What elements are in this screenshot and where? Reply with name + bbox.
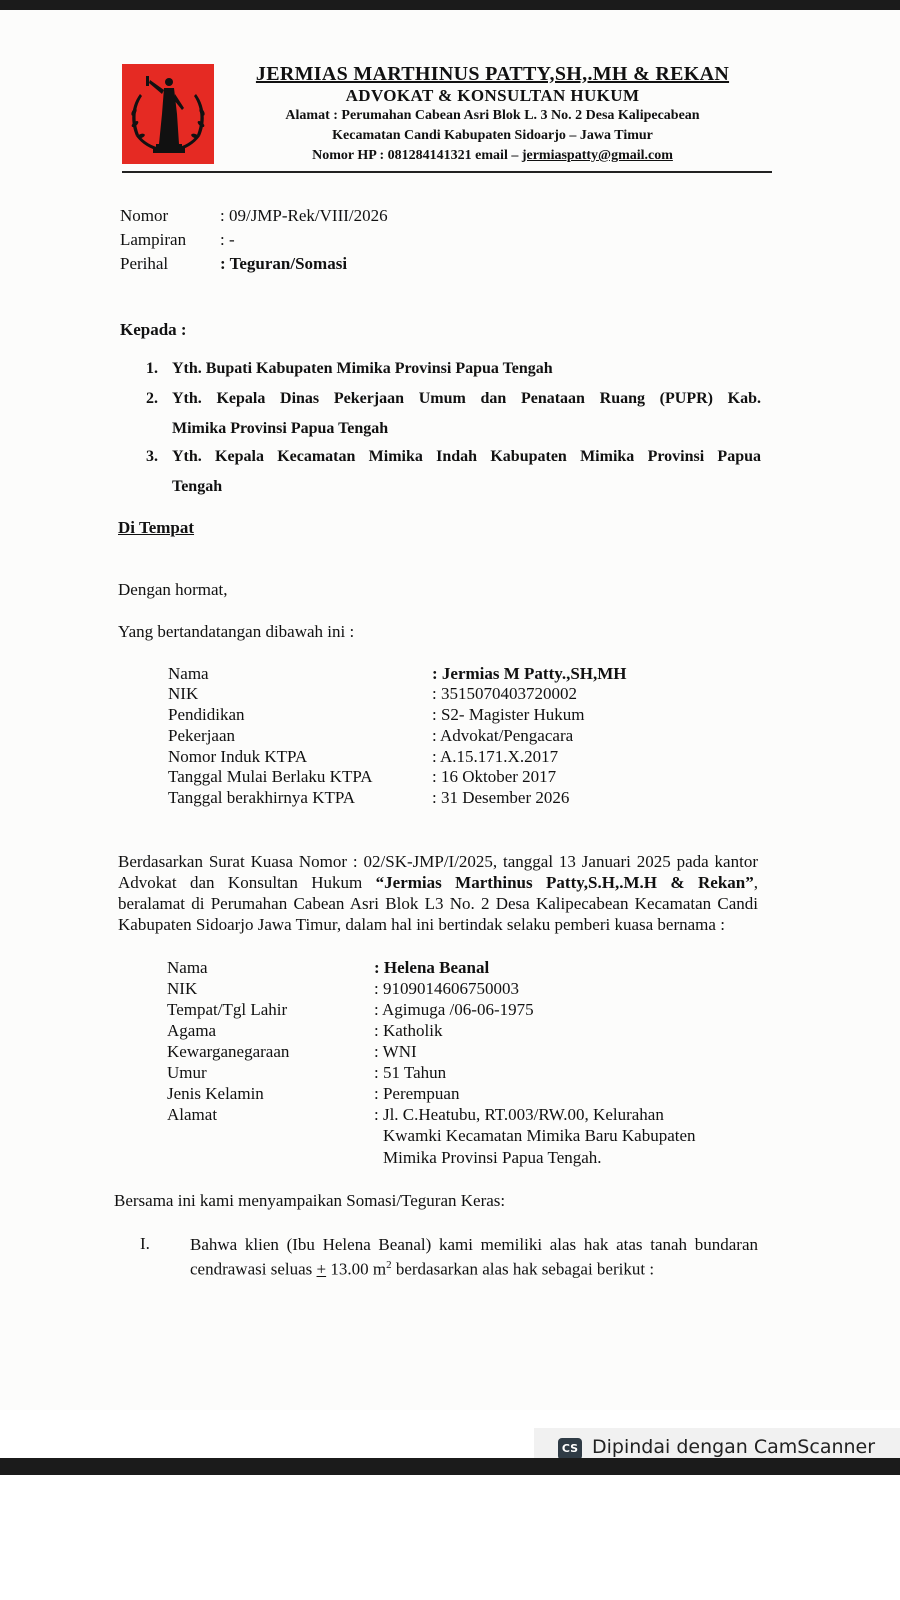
client-label: NIK [167, 979, 198, 998]
top-frame-bar [0, 0, 900, 10]
signer-value: : A.15.171.X.2017 [432, 747, 559, 766]
di-tempat: Di Tempat [118, 518, 195, 537]
camscanner-icon: CS [558, 1438, 582, 1460]
power-of-attorney-paragraph: Berdasarkan Surat Kuasa Nomor : 02/SK-JMP/I/2025, tanggal 13 Januari 2025 pada kantor Advokat dan Konsultan Hukum “Jermias Marthinus Patty,S.H,.M.H & Rekan”, beralamat di Perumahan Cabean Asri Blok L3 No. 2 Desa Kalipecabean Kecamatan Candi Kabupaten Sidoarjo Jawa Timur, dalam hal ini bertindak selaku pemberi kuasa bernama : [118, 852, 758, 934]
nomor-row: Nomor : 09/JMP-Rek/VIII/2026 [120, 206, 388, 225]
recipient-1: 1. Yth. Bupati Kabupaten Mimika Provinsi Papua Tengah [146, 360, 553, 377]
signer-value: : Advokat/Pengacara [432, 726, 574, 745]
client-label: Kewarganegaraan [167, 1042, 290, 1061]
statue-of-justice-logo [122, 64, 214, 164]
firm-name: JERMIAS MARTHINUS PATTY,SH,.MH & REKAN [255, 63, 730, 85]
point-number: I. [140, 1234, 150, 1253]
client-label: Tempat/Tgl Lahir [167, 1000, 288, 1019]
somasi-intro: Bersama ini kami menyampaikan Somasi/Teguran Keras: [114, 1191, 506, 1210]
client-label: Umur [167, 1063, 207, 1082]
client-value: : Katholik [374, 1021, 443, 1040]
client-label: Agama [167, 1021, 217, 1040]
recipient-3: 3. Yth. Kepala Kecamatan Mimika Indah Kabupaten Mimika Provinsi Papua Tengah [146, 448, 761, 495]
signer-value: : 16 Oktober 2017 [432, 767, 557, 786]
client-value: : Jl. C.Heatubu, RT.003/RW.00, Kelurahan [374, 1105, 664, 1124]
signer-label: Tanggal Mulai Berlaku KTPA [168, 767, 373, 786]
client-value: : 51 Tahun [374, 1063, 447, 1082]
recipient-2: 2. Yth. Kepala Dinas Pekerjaan Umum dan Penataan Ruang (PUPR) Kab. Mimika Provinsi Papua Tengah [146, 390, 761, 437]
lampiran-row: Lampiran : - [120, 230, 235, 249]
firm-subtitle: ADVOKAT & KONSULTAN HUKUM [345, 86, 640, 105]
signer-value: : S2- Magister Hukum [432, 705, 585, 724]
signer-label: Tanggal berakhirnya KTPA [168, 788, 356, 807]
kepada-label: Kepada : [120, 320, 187, 339]
salutation: Dengan hormat, [118, 580, 228, 599]
client-address-cont: Kwamki Kecamatan Mimika Baru Kabupaten [383, 1126, 696, 1145]
point-1-text: Bahwa klien (Ibu Helena Beanal) kami memiliki alas hak atas tanah bundaran cendrawasi seluas + 13.00 $m^2$ berdasarkan alas hak sebagai berikut : [190, 1235, 758, 1279]
client-label: Jenis Kelamin [167, 1084, 264, 1103]
client-value: : Agimuga /06-06-1975 [374, 1000, 534, 1019]
signer-label: Nomor Induk KTPA [168, 747, 308, 766]
signer-label: Nama [168, 664, 209, 683]
intro-text: Yang bertandatangan dibawah ini : [118, 622, 355, 641]
signer-label: NIK [168, 684, 199, 703]
signer-label: Pekerjaan [168, 726, 236, 745]
letterhead [235, 62, 750, 166]
signer-label: Pendidikan [168, 705, 245, 724]
firm-address-line-1: Alamat : Perumahan Cabean Asri Blok L. 3 No. 2 Desa Kalipecabean [285, 108, 700, 123]
camscanner-text: Dipindai dengan CamScanner [592, 1436, 876, 1458]
client-label: Nama [167, 958, 208, 977]
perihal-row: Perihal : Teguran/Somasi [120, 254, 348, 273]
signer-value: : Jermias M Patty.,SH,MH [432, 664, 627, 683]
client-value: : 9109014606750003 [374, 979, 519, 998]
firm-address-line-2: Kecamatan Candi Kabupaten Sidoarjo – Jawa Timur [332, 128, 653, 143]
email-link[interactable]: jermiaspatty@gmail.com [521, 148, 673, 163]
signer-value: : 3515070403720002 [432, 684, 577, 703]
letterhead-divider [122, 171, 772, 173]
client-address-cont: Mimika Provinsi Papua Tengah. [383, 1148, 602, 1167]
client-label: Alamat [167, 1105, 218, 1124]
bottom-frame-bar [0, 1458, 900, 1475]
client-value: : Perempuan [374, 1084, 460, 1103]
firm-contact [235, 146, 750, 166]
client-value: : WNI [374, 1042, 417, 1061]
signer-value: : 31 Desember 2026 [432, 788, 570, 807]
client-value: : Helena Beanal [374, 958, 490, 977]
contact-prefix: Nomor HP : 081284141321 email – [312, 148, 522, 163]
